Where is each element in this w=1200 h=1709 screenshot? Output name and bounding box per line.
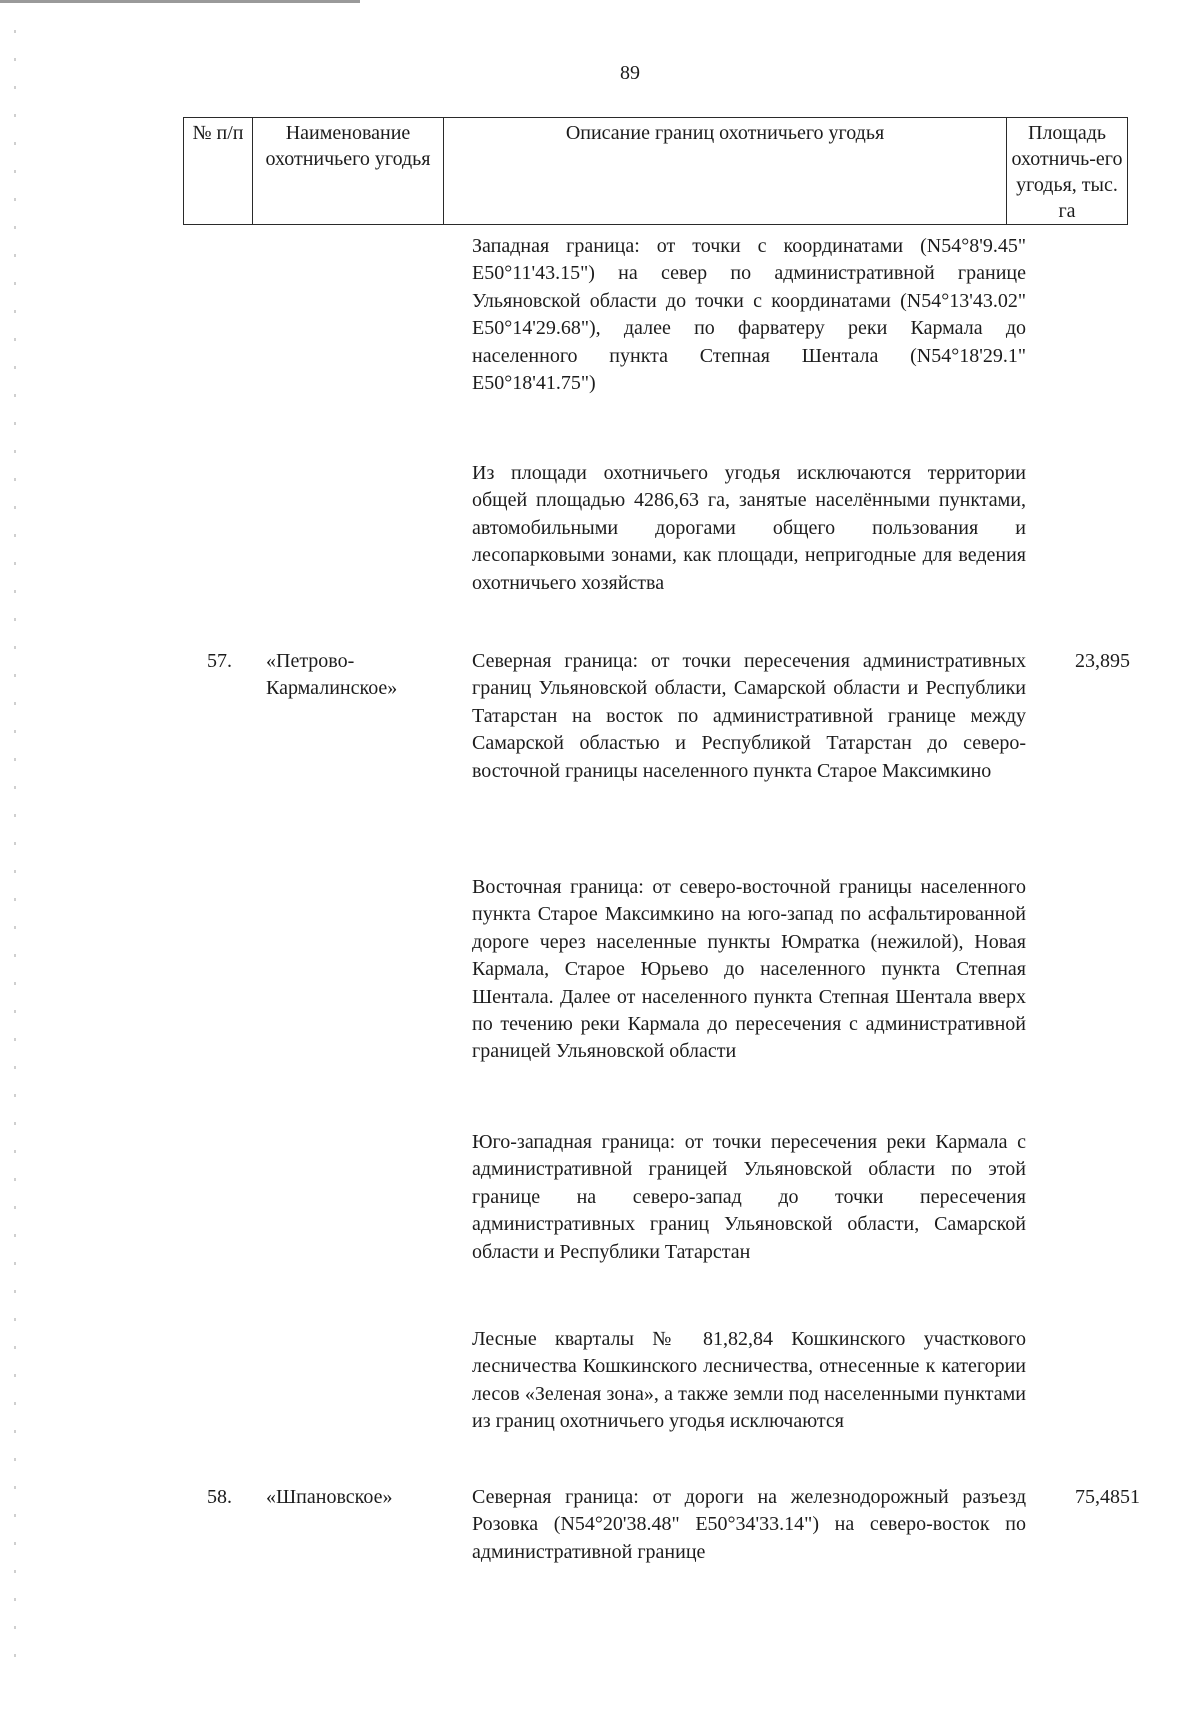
southwest-boundary-text: Юго-западная граница: от точки пересечения реки Кармала с административной границей Ульяновской области по этой границе на северо-запад до точки пересечения административных границ Ульяновской области, Самарской области и Республики Татарстан: [472, 1131, 1026, 1263]
east-boundary-text: Восточная граница: от северо-восточной границы населенного пункта Старое Максимкино на юго-запад по асфальтированной дороге через населенные пункты Юмратка (нежилой), Новая Кармала, Старое Юрьево до населенного пункта Степная Шентала. Далее от населенного пункта Степная Шентала вверх по течению реки Кармала до пересечения с административной границей Ульяновской области: [472, 876, 1026, 1063]
scan-top-rule: [0, 0, 360, 3]
entry-number: 57.: [207, 650, 232, 672]
header-col-desc: Описание границ охотничьего угодья: [444, 118, 1007, 225]
west-boundary-text: Западная граница: от точки с координатами (N54°8'9.45" E50°11'43.15") на север по административной границе Ульяновской области до точки с координатами (N54°13'43.02" E50°14'29.68"), далее по фарватеру реки Кармала до населенного пункта Степная Шентала (N54°18'29.1" E50°18'41.75"): [472, 235, 1026, 395]
north-boundary-text: Северная граница: от точки пересечения административных границ Ульяновской области, Самарской области и Республики Татарстан на восток по административной границе между Самарской областью и Республикой Татарстан до северо-восточной границы населенного пункта Старое Максимкино: [472, 650, 1026, 782]
north-boundary-text: Северная граница: от дороги на железнодорожный разъезд Розовка (N54°20'38.48" E50°34'33.14") на северо-восток по административной границе: [472, 1486, 1026, 1563]
header-col-no: № п/п: [184, 118, 253, 225]
page-number: 89: [620, 62, 640, 84]
entry-number: 58.: [207, 1486, 232, 1508]
scan-left-edge: [14, 30, 16, 1670]
exclusion-text: Из площади охотничьего угодья исключаются территории общей площадью 4286,63 га, занятые населёнными пунктами, автомобильными дорогами общего пользования и лесопарковыми зонами, как площади, непригодные для ведения охотничьего хозяйства: [472, 462, 1026, 594]
entry-name: «Петрово-Кармалинское»: [266, 650, 398, 700]
header-col-name: Наименование охотничьего угодья: [253, 118, 444, 225]
entry-name: «Шпановское»: [266, 1486, 393, 1508]
header-col-area: Площадь охотничь-его угодья, тыс. га: [1007, 118, 1128, 225]
entry-area: 75,4851: [1075, 1486, 1140, 1508]
entry-area: 23,895: [1075, 650, 1130, 672]
forest-exclusion-text: Лесные кварталы № 81,82,84 Кошкинского участкового лесничества Кошкинского лесничества, отнесенные к категории лесов «Зеленая зона», а также земли под населенными пунктами из границ охотничьего угодья исключаются: [472, 1328, 1026, 1433]
table-header: [183, 117, 1128, 225]
